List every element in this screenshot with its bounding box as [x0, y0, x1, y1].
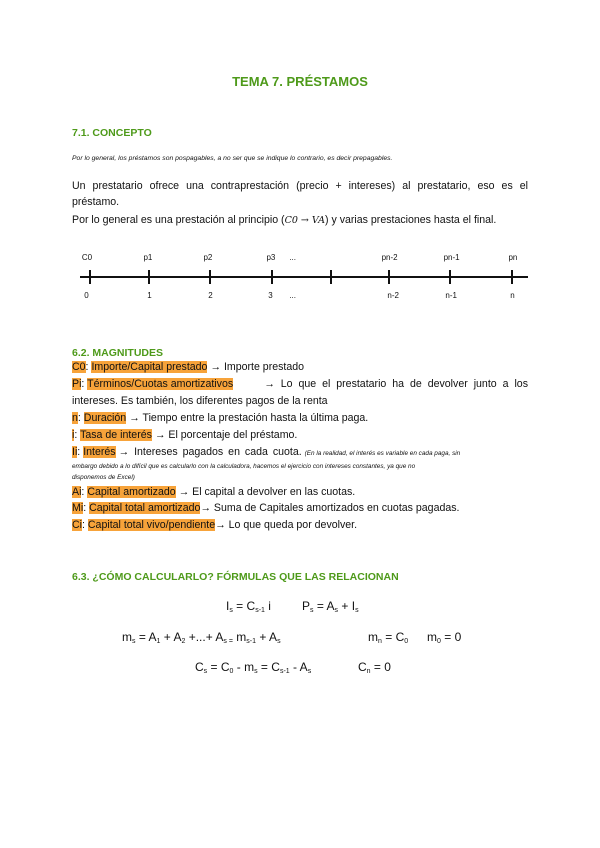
sym: Mi: [72, 502, 84, 514]
desc: → Intereses pagados en cada cuota.: [118, 446, 302, 458]
magnitude-mi: Mi: Capital total amortizado→ Suma de Capitales amortizados en cuotas pagadas.: [72, 502, 460, 514]
magnitude-pi: Pi: Términos/Cuotas amortizativos → Lo que el prestatario ha de devolver junto a los: [72, 378, 528, 390]
concept-paragraph: Un prestatario ofrece una contraprestación (precio + intereses) al prestatario, eso es el préstamo.: [72, 180, 528, 208]
magnitude-ai: Ai: Capital amortizado → El capital a devolver en las cuotas.: [72, 486, 356, 498]
prepagable-note: Por lo general, los préstamos son pospagables, a no ser que se indique lo contrario, es decir prepagables.: [72, 155, 393, 162]
para2-math: C0 → VA: [284, 215, 325, 226]
sym: Ii: [72, 446, 78, 458]
interes-note-3: disponemos de Excel): [72, 474, 135, 481]
timeline-bottom-label: 0: [84, 291, 89, 300]
sym: i: [72, 429, 75, 441]
name: Duración: [83, 412, 127, 424]
timeline-top-label: p3: [266, 253, 276, 262]
magnitude-i: i: Tasa de interés → El porcentaje del préstamo.: [72, 429, 298, 441]
sym: Ci: [72, 519, 83, 531]
magnitude-c0: C0: Importe/Capital prestado → Importe prestado: [72, 361, 305, 373]
name: Importe/Capital prestado: [91, 361, 208, 373]
name: Capital amortizado: [87, 486, 176, 498]
timeline-top-label: p1: [143, 253, 153, 262]
section-heading-magnitudes: 6.2. MAGNITUDES: [72, 347, 164, 359]
section-heading-formulas: 6.3. ¿CÓMO CALCULARLO? FÓRMULAS QUE LAS RELACIONAN: [72, 571, 399, 583]
timeline-top-label: pn: [508, 253, 518, 262]
timeline-top-label: pn-2: [381, 253, 398, 262]
interes-note-1: (En la realidad, el interés es variable en cada paga, sin: [304, 450, 461, 457]
sym: Pi: [72, 378, 82, 390]
timeline-bottom-label: 3: [268, 291, 273, 300]
interes-note-2: embargo debido a lo difícil que es calcularlo con la calculadora, hacemos el ejercicio con intereses constantes, ya que no: [72, 463, 416, 470]
sym: Ai: [72, 486, 82, 498]
magnitude-ci: Ci: Capital total vivo/pendiente→ Lo que queda por devolver.: [72, 519, 358, 531]
timeline-top-label: p2: [203, 253, 213, 262]
name: Términos/Cuotas amortizativos: [87, 378, 234, 390]
section-heading-concepto: 7.1. CONCEPTO: [72, 127, 152, 139]
formula-m0: $m_0 = 0$: [427, 630, 462, 645]
name: Tasa de interés: [80, 429, 152, 441]
desc: → Tiempo entre la prestación hasta la última paga.: [129, 412, 369, 424]
timeline-bottom-label: n-1: [445, 291, 457, 300]
formula-payment: $P_s = A_s + I_s$: [302, 599, 359, 614]
timeline-bottom-label: n: [510, 291, 515, 300]
concept-paragraph-2: [72, 212, 542, 229]
timeline-bottom-label: ...: [289, 291, 297, 300]
desc: → Suma de Capitales amortizados en cuotas pagadas.: [200, 502, 460, 514]
page-title: TEMA 7. PRÉSTAMOS: [232, 74, 368, 89]
timeline-svg: [70, 248, 540, 308]
name: Interés: [83, 446, 116, 458]
timeline-top-label: ...: [289, 253, 297, 262]
timeline-top-label: C0: [81, 253, 93, 262]
magnitude-n: n: Duración → Tiempo entre la prestación hasta la última paga.: [72, 412, 369, 424]
magnitude-ii: Ii: Interés → Intereses pagados en cada cuota. (En la realidad, el interés es variable en cada paga, sin: [72, 446, 461, 458]
timeline: [70, 248, 540, 308]
desc: → El capital a devolver en las cuotas.: [178, 486, 356, 498]
para2-pre: Por lo general es una prestación al principio (: [72, 214, 285, 226]
desc: → Lo que el prestatario ha de devolver junto a los: [264, 378, 528, 390]
sym: n: [72, 412, 78, 424]
name: Capital total vivo/pendiente: [87, 519, 216, 531]
timeline-bottom-label: 2: [208, 291, 213, 300]
magnitude-pi-cont: intereses. Es también, los diferentes pagos de la renta: [72, 395, 328, 407]
para2-post: ) y varias prestaciones hasta el final.: [324, 214, 497, 226]
formula-cs: $C_s = C_0 - m_s = C_{s-1} - A_s$: [195, 660, 312, 675]
desc: → Lo que queda por devolver.: [215, 519, 358, 531]
timeline-top-label: pn-1: [443, 253, 460, 262]
formula-interest: $I_s = C_{s-1}$ i: [226, 599, 271, 614]
formula-m-sum: $m_s = A_1 + A_2$ +...+ $A_{s =}$ $m_{s-1} + A_s$: [122, 630, 281, 645]
sym: C0: [72, 361, 86, 373]
formula-mn: $m_n = C_0$: [368, 630, 409, 645]
desc: → El porcentaje del préstamo.: [154, 429, 298, 441]
name: Capital total amortizado: [89, 502, 201, 514]
formula-cn: $C_n = 0$: [358, 660, 391, 675]
timeline-bottom-label: n-2: [387, 291, 399, 300]
desc: → Importe prestado: [210, 361, 305, 373]
timeline-bottom-label: 1: [147, 291, 152, 300]
